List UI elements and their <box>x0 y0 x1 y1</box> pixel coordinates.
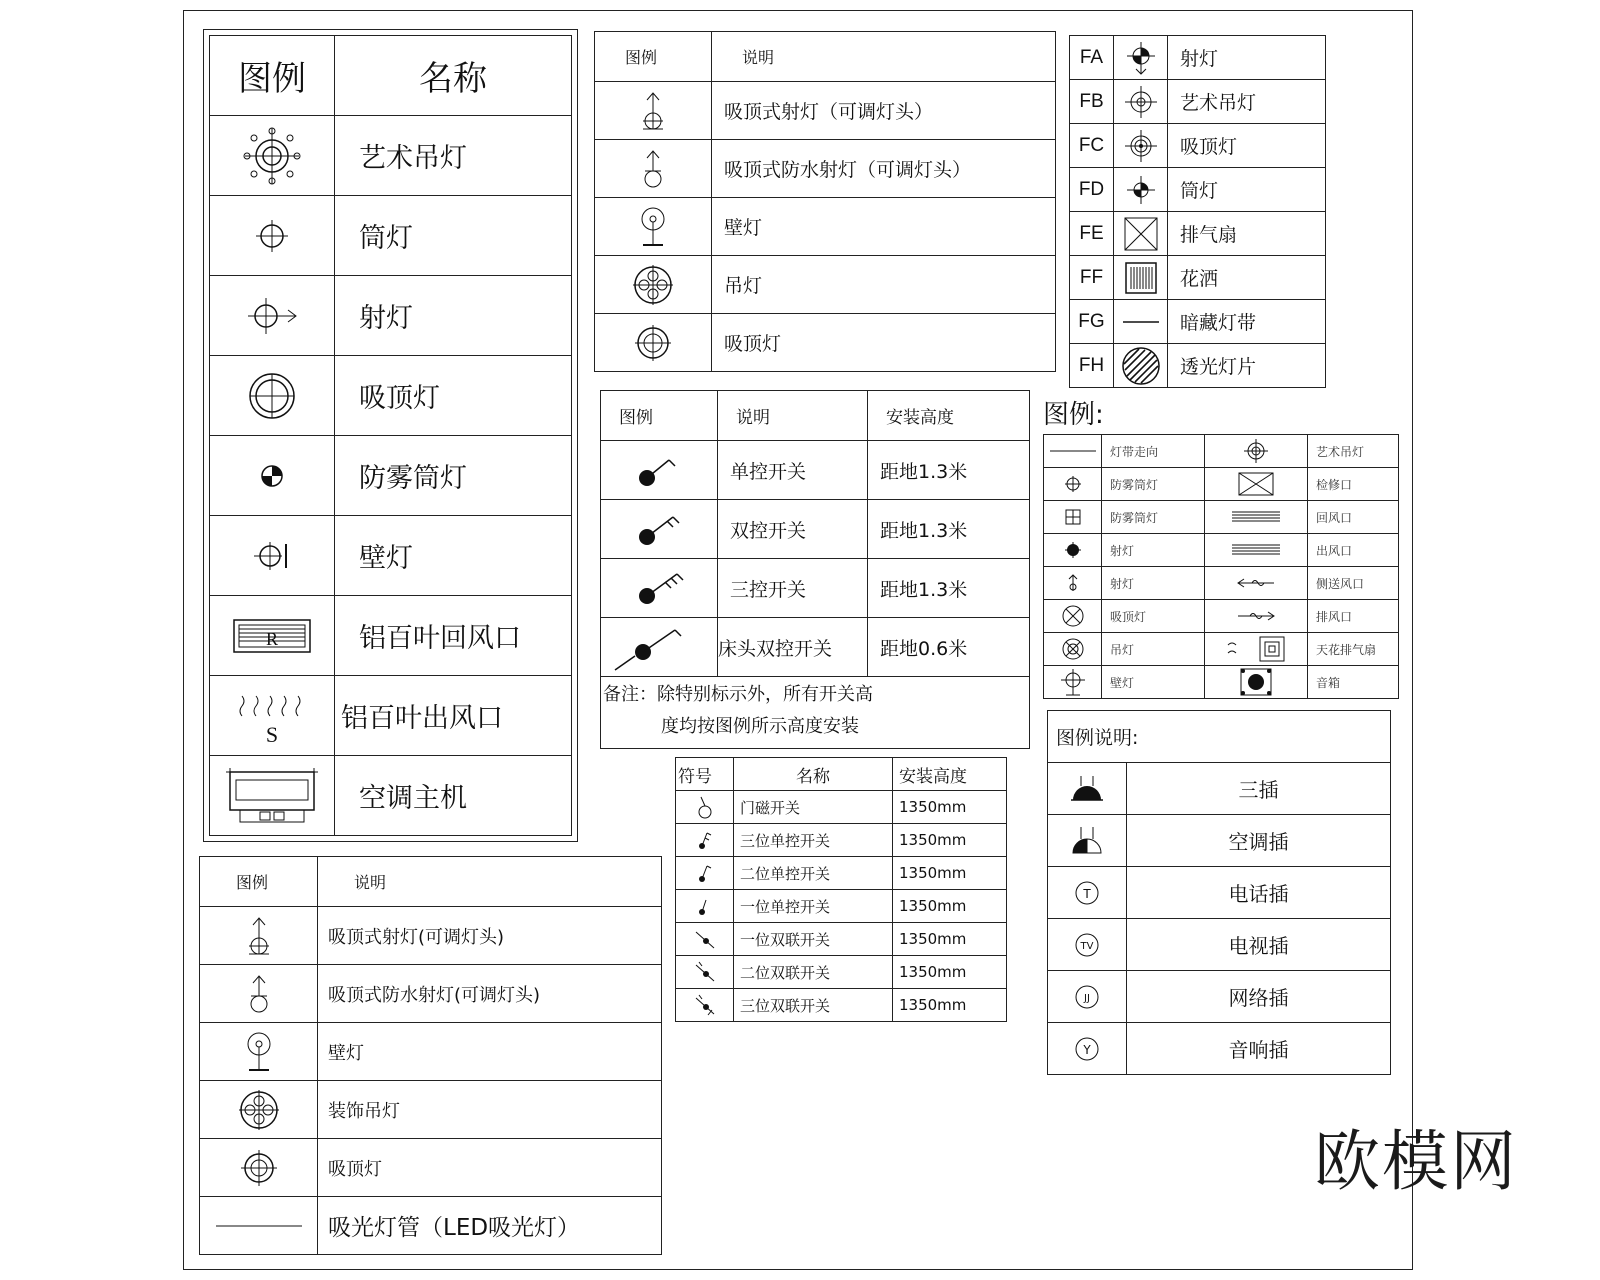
tv-socket-icon <box>1073 931 1101 959</box>
row-name: 铝百叶出风口 <box>335 676 572 756</box>
row-height: 距地1.3米 <box>868 500 1030 559</box>
row-desc: 吸顶灯 <box>318 1139 662 1197</box>
row-name: 艺术吊灯 <box>335 116 572 196</box>
double-switch-icon <box>629 509 689 549</box>
cross-circle-icon <box>1061 637 1085 661</box>
row-height: 1350mm <box>893 824 1007 857</box>
row-name: 透光灯片 <box>1168 344 1326 388</box>
fog-proof-downlight-icon <box>257 461 287 491</box>
row-name: 一位单控开关 <box>734 890 893 923</box>
code-cell: FA <box>1070 36 1114 80</box>
downlight-icon <box>1063 474 1083 494</box>
legend-table-sockets <box>1047 710 1391 1075</box>
legend-table-switches <box>600 390 1030 749</box>
shower-icon <box>1123 260 1159 296</box>
legend-label: 天花排气扇 <box>1308 633 1399 666</box>
socket-glyph: TV <box>1080 940 1094 952</box>
legend-label: 排风口 <box>1308 600 1399 633</box>
legend-label: 防雾筒灯 <box>1102 501 1205 534</box>
legend-table-lights-a <box>594 31 1056 372</box>
louver-return-vent-icon <box>232 618 312 654</box>
vent-icon <box>1231 510 1281 524</box>
legend-table-small <box>1043 434 1399 699</box>
row-name: 暗藏灯带 <box>1168 300 1326 344</box>
switch-2-icon <box>695 861 715 885</box>
dual-switch-3-icon <box>693 993 717 1017</box>
spotlight-icon <box>1123 40 1159 76</box>
row-height: 1350mm <box>893 857 1007 890</box>
row-desc: 双控开关 <box>718 500 868 559</box>
wall-lamp-icon <box>1058 667 1088 697</box>
row-name: 防雾筒灯 <box>335 436 572 516</box>
vent-icon <box>1231 543 1281 557</box>
cross-circle-icon <box>1061 604 1085 628</box>
legend-title: 图例: <box>1043 400 1104 430</box>
row-height: 距地1.3米 <box>868 441 1030 500</box>
art-chandelier-icon <box>237 123 307 189</box>
pendant-lamp-icon <box>631 263 675 307</box>
header-desc: 说明 <box>718 391 868 441</box>
ceiling-light-icon <box>633 323 673 363</box>
ac-socket-icon <box>1069 825 1105 857</box>
socket-name: 电视插 <box>1127 919 1391 971</box>
hidden-light-strip-icon <box>1121 312 1161 332</box>
bedside-switch-icon <box>609 622 709 672</box>
socket-name: 电话插 <box>1127 867 1391 919</box>
dual-switch-1-icon <box>693 927 717 951</box>
small-spotlight-icon <box>1066 573 1080 593</box>
header-height: 安装高度 <box>893 758 1007 791</box>
legend-table-codes <box>1069 35 1326 388</box>
row-desc: 单控开关 <box>718 441 868 500</box>
code-cell: FB <box>1070 80 1114 124</box>
row-name: 花洒 <box>1168 256 1326 300</box>
socket-name: 空调插 <box>1127 815 1391 867</box>
ceiling-light-icon <box>239 1148 279 1188</box>
triple-switch-icon <box>629 568 689 608</box>
row-height: 1350mm <box>893 989 1007 1022</box>
header-symbol: 图例 <box>601 391 718 441</box>
row-name: 门磁开关 <box>734 791 893 824</box>
dual-switch-2-icon <box>693 960 717 984</box>
row-name: 吸顶灯 <box>1168 124 1326 168</box>
row-name: 空调主机 <box>335 756 572 836</box>
code-cell: FC <box>1070 124 1114 168</box>
legend-label: 防雾筒灯 <box>1102 468 1205 501</box>
row-height: 1350mm <box>893 791 1007 824</box>
louver-supply-vent-icon <box>232 686 312 746</box>
row-desc: 吸光灯管（LED吸光灯） <box>318 1197 662 1255</box>
row-name: 一位双联开关 <box>734 923 893 956</box>
legend-label: 回风口 <box>1308 501 1399 534</box>
code-cell: FE <box>1070 212 1114 256</box>
row-desc: 吸顶式射灯(可调灯头) <box>318 907 662 965</box>
single-switch-icon <box>629 450 689 490</box>
legend-label: 吊灯 <box>1102 633 1205 666</box>
row-desc: 吸顶式防水射灯（可调灯头） <box>712 140 1056 198</box>
row-name: 铝百叶回风口 <box>335 596 572 676</box>
door-contact-icon <box>695 794 715 820</box>
row-name: 二位双联开关 <box>734 956 893 989</box>
art-chandelier-icon <box>1123 84 1159 120</box>
row-name: 三位双联开关 <box>734 989 893 1022</box>
legend-label: 出风口 <box>1308 534 1399 567</box>
legend-label: 音箱 <box>1308 666 1399 699</box>
header-symbol: 图例 <box>200 857 318 907</box>
row-height: 1350mm <box>893 923 1007 956</box>
grid-light-icon <box>1063 507 1083 527</box>
header-symbol: 图例 <box>595 32 712 82</box>
switch-1-icon <box>695 828 715 852</box>
row-name: 壁灯 <box>335 516 572 596</box>
phone-socket-icon <box>1073 879 1101 907</box>
wall-lamp-icon <box>244 1028 274 1076</box>
note-line-1: 备注：除特别标示外，所有开关高 <box>603 684 873 705</box>
row-name: 筒灯 <box>335 196 572 276</box>
row-desc: 壁灯 <box>712 198 1056 256</box>
exhaust-fan-icon <box>1123 216 1159 252</box>
header-desc: 说明 <box>318 857 662 907</box>
socket-name: 网络插 <box>1127 971 1391 1023</box>
row-name: 二位单控开关 <box>734 857 893 890</box>
supply-arrow-icon <box>1236 609 1276 623</box>
svg-text:R: R <box>265 628 279 649</box>
row-name: 艺术吊灯 <box>1168 80 1326 124</box>
row-height: 距地0.6米 <box>868 618 1030 677</box>
wall-lamp-icon <box>638 203 668 251</box>
socket-name: 音响插 <box>1127 1023 1391 1075</box>
header-name: 名称 <box>335 36 572 116</box>
ceiling-spotlight-icon <box>638 89 668 133</box>
code-cell: FD <box>1070 168 1114 212</box>
row-name: 筒灯 <box>1168 168 1326 212</box>
code-cell: FH <box>1070 344 1114 388</box>
legend-label: 艺术吊灯 <box>1308 435 1399 468</box>
row-name: 射灯 <box>335 276 572 356</box>
return-arrow-icon <box>1236 576 1276 590</box>
row-height: 1350mm <box>893 956 1007 989</box>
ceiling-light-icon <box>1123 128 1159 164</box>
legend-table-main <box>209 35 572 836</box>
line-icon <box>1048 446 1098 456</box>
row-height: 距地1.3米 <box>868 559 1030 618</box>
legend-label: 吸顶灯 <box>1102 600 1205 633</box>
ac-square-icon <box>1226 635 1286 663</box>
legend-label: 壁灯 <box>1102 666 1205 699</box>
row-desc: 壁灯 <box>318 1023 662 1081</box>
legend-table-lights-b <box>199 856 662 1255</box>
header-symbol: 图例 <box>210 36 335 116</box>
fog-proof-downlight-icon <box>1063 540 1083 560</box>
row-desc: 吸顶灯 <box>712 314 1056 372</box>
light-panel-icon <box>1121 346 1161 386</box>
downlight-icon <box>252 216 292 256</box>
row-name: 排气扇 <box>1168 212 1326 256</box>
exhaust-fan-icon <box>1238 472 1274 496</box>
header-symbol: 符号 <box>676 758 734 791</box>
waterproof-spotlight-icon <box>638 147 668 191</box>
socket-glyph: JJ <box>1084 992 1090 1004</box>
legend-label: 侧送风口 <box>1308 567 1399 600</box>
three-pin-socket-icon <box>1069 774 1105 804</box>
spotlight-icon <box>242 294 302 338</box>
downlight-icon <box>1123 172 1159 208</box>
row-desc: 吊灯 <box>712 256 1056 314</box>
svg-text:S: S <box>265 721 279 746</box>
code-cell: FF <box>1070 256 1114 300</box>
header-height: 安装高度 <box>868 391 1030 441</box>
row-desc: 床头双控开关 <box>718 618 868 677</box>
row-height: 1350mm <box>893 890 1007 923</box>
legend-label: 射灯 <box>1102 534 1205 567</box>
switch-3-icon <box>695 894 715 918</box>
legend-table-door-switches <box>675 757 1007 1022</box>
socket-name: 三插 <box>1127 763 1391 815</box>
brand-watermark: 欧模网 <box>1314 1123 1518 1200</box>
header-desc: 说明 <box>712 32 1056 82</box>
header-name: 名称 <box>734 758 893 791</box>
legend-label: 检修口 <box>1308 468 1399 501</box>
sockets-title: 图例说明: <box>1048 711 1391 763</box>
socket-glyph: T <box>1083 886 1091 901</box>
art-chandelier-icon <box>1241 437 1271 465</box>
code-cell: FG <box>1070 300 1114 344</box>
row-desc: 装饰吊灯 <box>318 1081 662 1139</box>
speaker-box-icon <box>1239 667 1273 697</box>
socket-glyph: Y <box>1083 1042 1091 1057</box>
legend-label: 灯带走向 <box>1102 435 1205 468</box>
legend-label: 射灯 <box>1102 567 1205 600</box>
row-desc: 吸顶式射灯（可调灯头） <box>712 82 1056 140</box>
ceiling-spotlight-icon <box>244 914 274 958</box>
network-socket-icon <box>1073 983 1101 1011</box>
note-line-2: 度均按图例所示高度安装 <box>661 716 859 737</box>
row-name: 射灯 <box>1168 36 1326 80</box>
row-desc: 三控开关 <box>718 559 868 618</box>
wall-lamp-icon <box>250 536 294 576</box>
pendant-lamp-icon <box>237 1088 281 1132</box>
ceiling-light-icon <box>246 370 298 422</box>
waterproof-spotlight-icon <box>244 972 274 1016</box>
audio-socket-icon <box>1073 1035 1101 1063</box>
row-desc: 吸顶式防水射灯(可调灯头) <box>318 965 662 1023</box>
line-icon <box>214 1221 304 1231</box>
row-name: 吸顶灯 <box>335 356 572 436</box>
ac-unit-icon <box>224 768 320 824</box>
row-name: 三位单控开关 <box>734 824 893 857</box>
